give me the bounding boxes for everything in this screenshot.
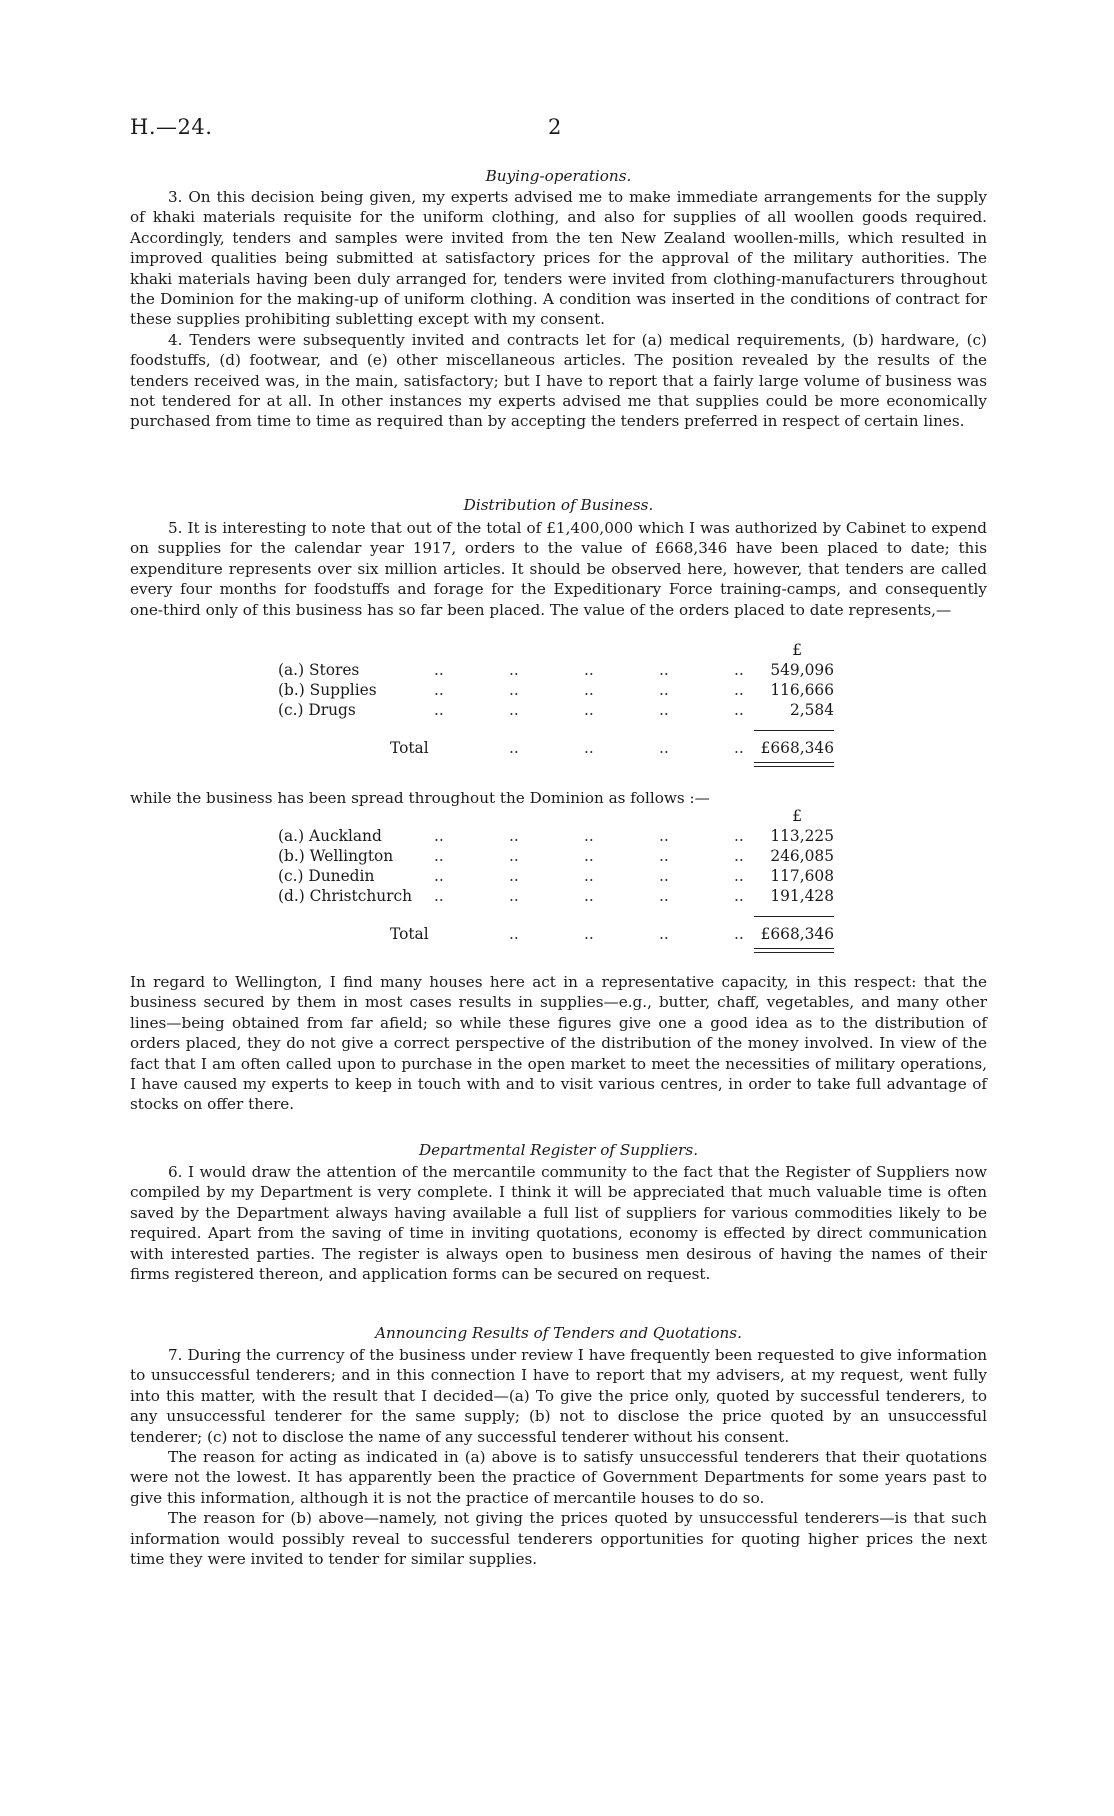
paragraph-8: The reason for acting as indicated in (a) above is to satisfy unsuccessful tenderers that their quotations were not the lowest. It has apparently been the practice of Government Departments for some years past to give this information, although it is not the practice of mercantile houses to do so. [130, 1448, 987, 1507]
table-row: (d.) Christchurch .. .. .. .. .. 191,428 [278, 887, 834, 905]
currency-symbol: £ [792, 807, 802, 825]
total-double-rule [754, 948, 834, 953]
paragraph-5: 5. It is interesting to note that out of the total of £1,400,000 which I was authorized by Cabinet to expend on supplies for the calendar year 1917, orders to the value of £668,346 have been placed to date; this expenditure represents over six million articles. It should be observed here, however, that tenders are called every four months for foodstuffs and forage for the Expeditionary Force training-camps, and consequently one-third only of this business has so far been placed. The value of the orders placed to date represents,— [130, 519, 987, 619]
paragraph-3: 3. On this decision being given, my experts advised me to make immediate arrangements for the supply of khaki materials requisite for the uniform clothing, and also for supplies of all woollen goods required. Accordingly, tenders and samples were invited from the ten New Zealand woollen-mills, which resulted in improved qualities being submitted at satisfactory prices for the approval of the military authorities. The khaki materials having been duly arranged for, tenders were invited from clothing-manufacturers throughout the Dominion for the making-up of uniform clothing. A condition was inserted in the conditions of contract for these supplies prohibiting subletting except with my consent. [130, 188, 987, 329]
row-amount: 116,666 [770, 681, 834, 699]
row-label: (d.) Christchurch [278, 887, 413, 905]
after-tables-text [130, 972, 987, 1115]
paragraph-5-block [130, 518, 987, 620]
total-label: Total [390, 739, 429, 757]
row-label: (a.) Stores [278, 661, 360, 679]
row-label: (a.) Auckland [278, 827, 382, 845]
sum-rule [754, 730, 834, 731]
row-label: (b.) Wellington [278, 847, 394, 865]
total-row: Total .. .. .. .. £668,346 [390, 925, 834, 943]
orders-by-category-table [278, 640, 834, 768]
section-heading-announcing: Announcing Results of Tenders and Quotations. [375, 1324, 742, 1342]
paragraph-7: 7. During the currency of the business under review I have frequently been requested to give information to unsuccessful tenderers; and in this connection I have to report that my advisers, at my request, went fully into this matter, with the result that I decided—(a) To give the price only, quoted by successful tenderers, to any unsuccessful tenderer for the same supply; (b) not to disclose the price quoted by an unsuccessful tenderer; (c) not to disclose the name of any successful tenderer without his consent. [130, 1346, 987, 1446]
table-row: (a.) Stores .. .. .. .. .. 549,096 [278, 661, 834, 679]
table-row: (b.) Wellington .. .. .. .. .. 246,085 [278, 847, 834, 865]
sum-rule [754, 916, 834, 917]
row-amount: 2,584 [789, 701, 834, 719]
section-heading-register: Departmental Register of Suppliers. [418, 1141, 699, 1159]
paragraph-6: 6. I would draw the attention of the mercantile community to the fact that the Register of Suppliers now compiled by my Department is very complete. I think it will be appreciated that much valuable time is often saved by the Department always having available a full list of suppliers for various commodities likely to be required. Apart from the saving of time in inviting quotations, economy is effected by direct communication with interested parties. The register is always open to business men desirous of having the names of their firms registered thereon, and application forms can be secured on request. [130, 1163, 987, 1284]
page-number: 2 [548, 115, 562, 139]
table-row: (c.) Drugs .. .. .. .. .. 2,584 [278, 701, 834, 719]
section-body-buying [130, 187, 987, 432]
paragraph-9: The reason for (b) above—namely, not giving the prices quoted by unsuccessful tenderers—is that such information would possibly reveal to successful tenderers opportunities for quoting higher prices the next time they were invited to tender for similar supplies. [130, 1509, 987, 1569]
wellington-paragraph: In regard to Wellington, I find many houses here act in a representative capacity, in this respect: that the business secured by them in most cases results in supplies—e.g., butter, chaff, vegetables, and many other lines—being obtained from far afield; so while these figures give one a good idea as to the distribution of orders placed, they do not give a correct perspective of the distribution of the money involved. In view of the fact that I am often called upon to purchase in the open market to meet the necessities of military operations, I have caused my experts to keep in touch with and to visit various centres, in order to take full advantage of stocks on offer there. [130, 973, 987, 1114]
row-amount: 246,085 [770, 847, 834, 865]
section-body-register [130, 1162, 987, 1284]
total-double-rule [754, 762, 834, 767]
total-row: Total .. .. .. .. £668,346 [390, 739, 834, 757]
orders-by-region-table [278, 806, 834, 954]
table-row: (a.) Auckland .. .. .. .. .. 113,225 [278, 827, 834, 845]
row-amount: 117,608 [770, 867, 834, 885]
table-row: (c.) Dunedin .. .. .. .. .. 117,608 [278, 867, 834, 885]
row-label: (b.) Supplies [278, 681, 377, 699]
between-tables-line: while the business has been spread throughout the Dominion as follows :— [130, 789, 710, 807]
row-amount: 549,096 [770, 661, 834, 679]
total-amount: £668,346 [760, 925, 834, 943]
table-row: (b.) Supplies .. .. .. .. .. 116,666 [278, 681, 834, 699]
section-body-announcing [130, 1345, 987, 1569]
total-label: Total [390, 925, 429, 943]
row-amount: 113,225 [770, 827, 834, 845]
section-heading-buying: Buying-operations. [485, 167, 632, 185]
total-amount: £668,346 [760, 739, 834, 757]
paragraph-4: 4. Tenders were subsequently invited and contracts let for (a) medical requirements, (b) hardware, (c) foodstuffs, (d) footwear, and (e) other miscellaneous articles. The position revealed by the results of the tenders received was, in the main, satisfactory; but I have to report that a fairly large volume of business was not tendered for at all. In other instances my experts advised me that supplies could be more economically purchased from time to time as required than by accepting the tenders preferred in respect of certain lines. [130, 330, 987, 431]
section-heading-distribution: Distribution of Business. [463, 496, 654, 514]
row-amount: 191,428 [770, 887, 834, 905]
row-label: (c.) Dunedin [278, 867, 375, 885]
document-reference: H.—24. [130, 115, 213, 139]
currency-symbol: £ [792, 641, 802, 659]
row-label: (c.) Drugs [278, 701, 356, 719]
